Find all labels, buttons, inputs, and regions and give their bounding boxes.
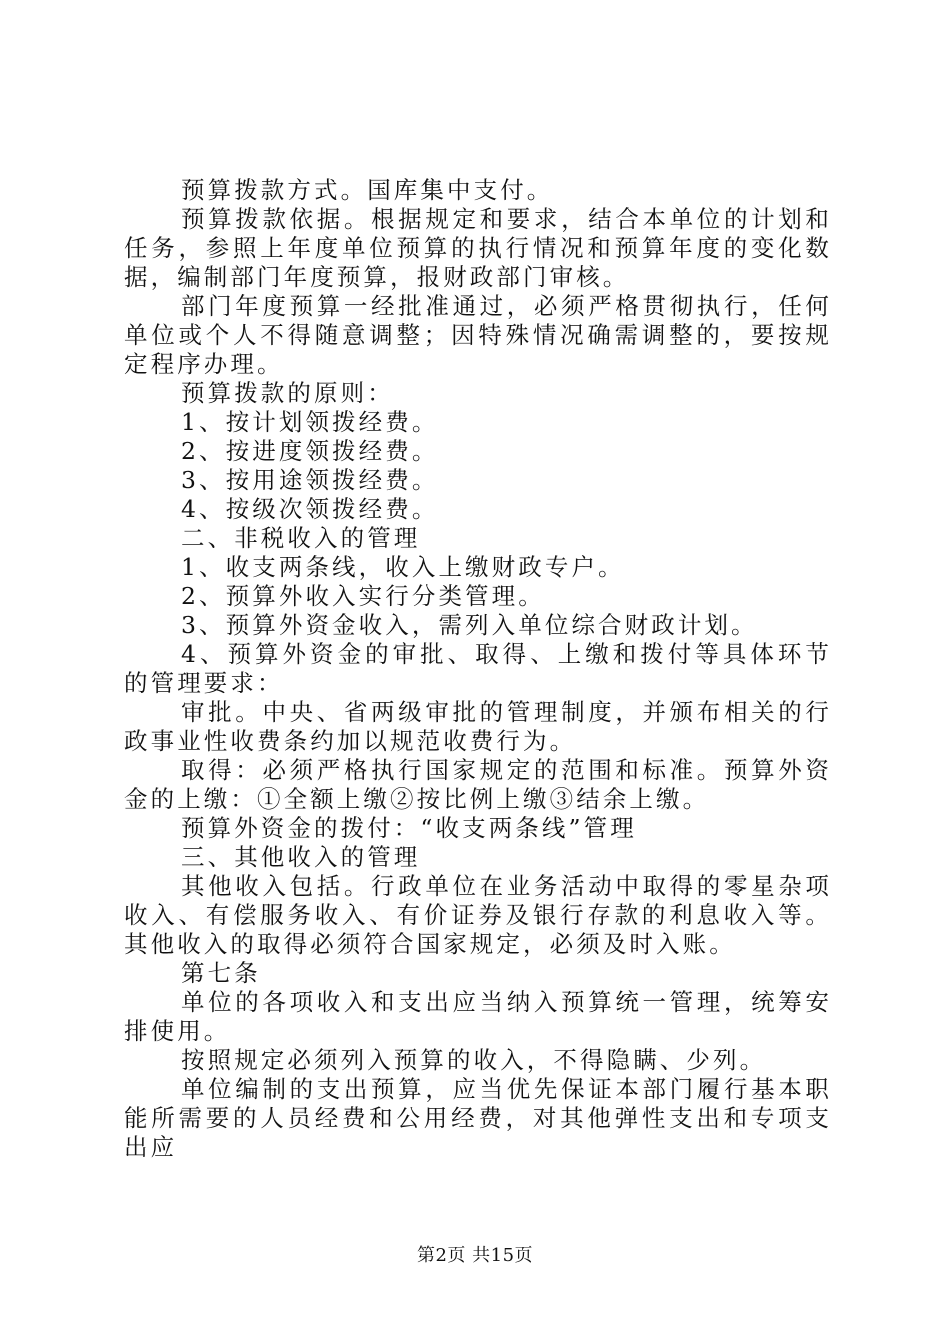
paragraph-no-concealment: 按照规定必须列入预算的收入，不得隐瞒、少列。	[181, 1046, 767, 1074]
page-footer: 第2页 共15页	[416, 1245, 534, 1266]
paragraph-acquisition: 取得：必须严格执行国家规定的范围和标准。预算外资金的上缴：①全额上缴②按比例上缴③结余上缴。	[124, 756, 832, 813]
paragraph-expenditure-budget: 单位编制的支出预算，应当优先保证本部门履行基本职能所需要的人员经费和公用经费，对其他弹性支出和专项支出应	[124, 1075, 832, 1161]
list-item-principle-4: 4、按级次领拨经费。	[181, 495, 439, 523]
list-item-non-tax-2: 2、预算外收入实行分类管理。	[181, 582, 545, 610]
section-heading-other-income: 三、其他收入的管理	[181, 843, 421, 871]
paragraph-other-income: 其他收入包括。行政单位在业务活动中取得的零星杂项收入、有偿服务收入、有价证券及银行存款的利息收入等。其他收入的取得必须符合国家规定，必须及时入账。	[124, 872, 832, 958]
paragraph-unified-management: 单位的各项收入和支出应当纳入预算统一管理，统筹安排使用。	[124, 988, 832, 1045]
paragraph-funding-method: 预算拨款方式。国库集中支付。	[181, 176, 554, 204]
paragraph-approval: 审批。中央、省两级审批的管理制度，并颁布相关的行政事业性收费条约加以规范收费行为。	[124, 698, 832, 755]
list-item-principle-2: 2、按进度领拨经费。	[181, 437, 439, 465]
paragraph-budget-execution: 部门年度预算一经批准通过，必须严格贯彻执行，任何单位或个人不得随意调整；因特殊情况确需调整的，要按规定程序办理。	[124, 292, 832, 378]
section-heading-non-tax-income: 二、非税收入的管理	[181, 524, 421, 552]
list-item-principle-1: 1、按计划领拨经费。	[181, 408, 439, 436]
paragraph-disbursement: 预算外资金的拨付：“收支两条线”管理	[181, 814, 637, 842]
paragraph-funding-principles: 预算拨款的原则：	[181, 379, 394, 407]
list-item-non-tax-4: 4、预算外资金的审批、取得、上缴和拨付等具体环节的管理要求：	[124, 640, 832, 697]
document-body	[124, 176, 832, 1162]
list-item-non-tax-3: 3、预算外资金收入，需列入单位综合财政计划。	[181, 611, 758, 639]
list-item-principle-3: 3、按用途领拨经费。	[181, 466, 439, 494]
list-item-non-tax-1: 1、收支两条线，收入上缴财政专户。	[181, 553, 625, 581]
paragraph-funding-basis: 预算拨款依据。根据规定和要求，结合本单位的计划和任务，参照上年度单位预算的执行情况和预算年度的变化数据，编制部门年度预算，报财政部门审核。	[124, 205, 832, 291]
article-heading: 第七条	[181, 959, 261, 987]
